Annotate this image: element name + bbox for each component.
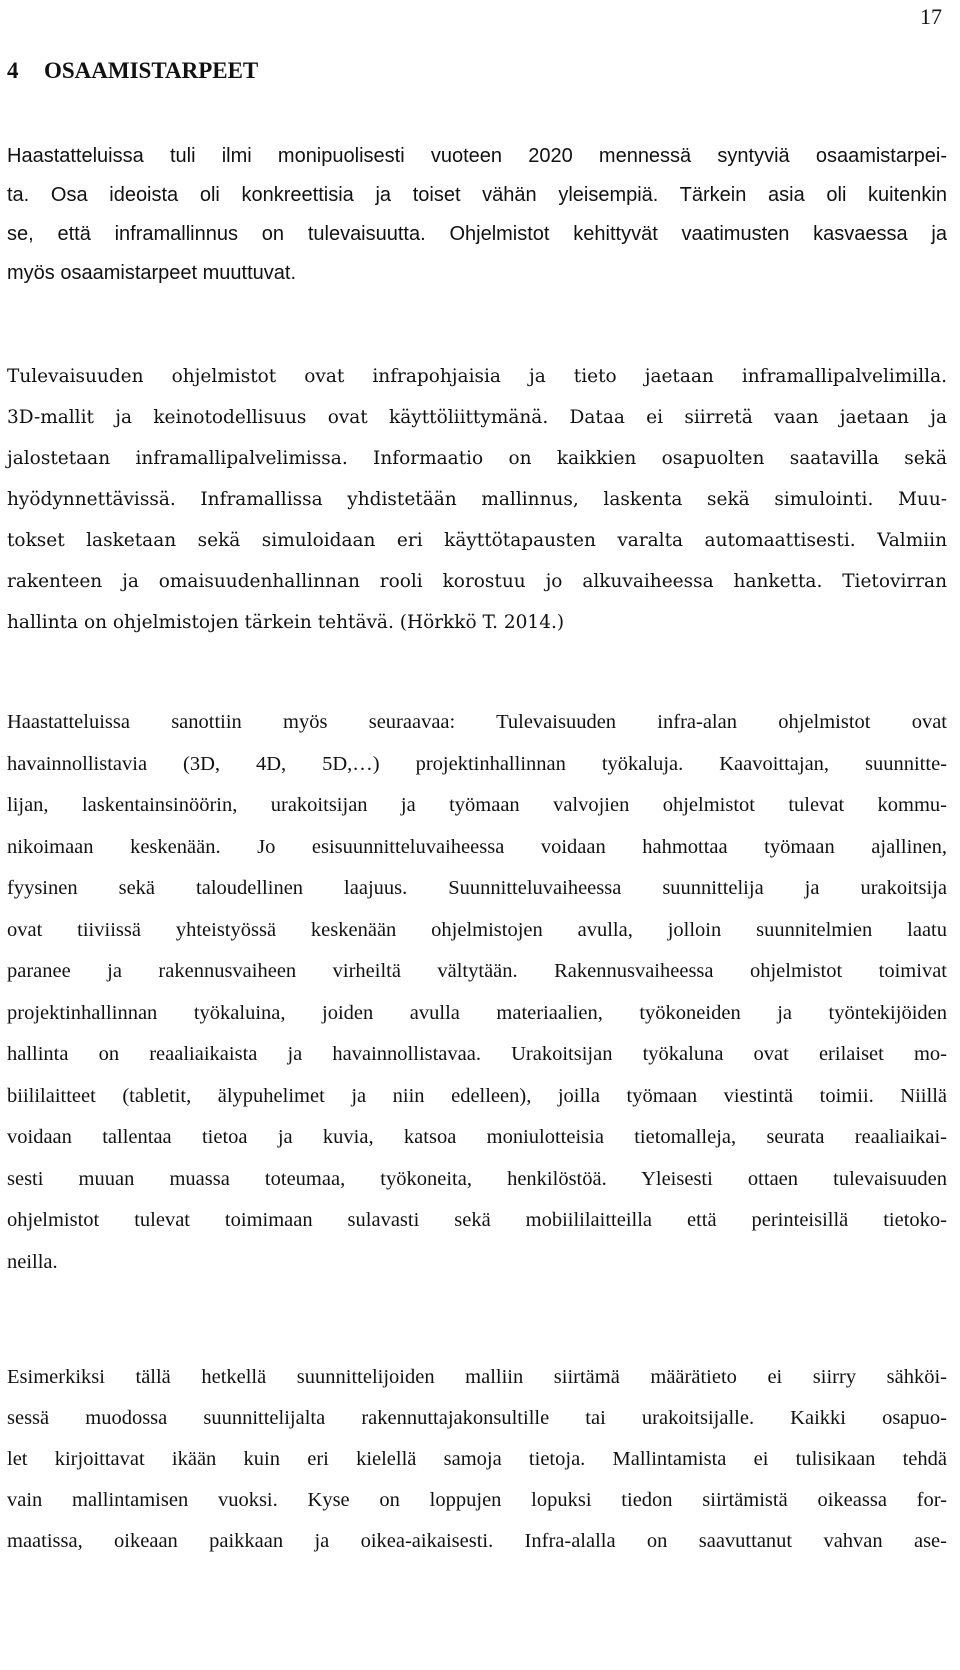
text-line: sessä muodossa suunnittelijalta rakennuttajakonsultille tai urakoitsijalle. Kaikki osapuo- xyxy=(7,1407,947,1429)
text-line: hallinta on ohjelmistojen tärkein tehtävä. (Hörkkö T. 2014.) xyxy=(7,612,565,633)
text-line: ohjelmistot tulevat toimimaan sulavasti sekä mobiililaitteilla että perinteisillä tietoko- xyxy=(7,1209,947,1231)
text-line: Esimerkiksi tällä hetkellä suunnittelijoiden malliin siirtämä määrätieto ei siirry sähköi- xyxy=(7,1366,947,1388)
text-line: havainnollistavia (3D, 4D, 5D,…) projektinhallinnan työkaluja. Kaavoittajan, suunnitte- xyxy=(7,752,947,775)
text-line: rakenteen ja omaisuudenhallinnan rooli korostuu jo alkuvaiheessa hanketta. Tietovirran xyxy=(7,571,947,592)
text-line: fyysinen sekä taloudellinen laajuus. Suunnitteluvaiheessa suunnittelija ja urakoitsija xyxy=(7,877,947,899)
text-line: sesti muuan muassa toteumaa, työkoneita, henkilöstöä. Yleisesti ottaen tulevaisuuden xyxy=(7,1167,947,1190)
text-line: Tulevaisuuden ohjelmistot ovat infrapohjaisia ja tieto jaetaan inframallipalvelimilla. xyxy=(7,366,947,387)
section-heading xyxy=(7,58,258,84)
paragraph-1 xyxy=(7,137,947,293)
text-line: voidaan tallentaa tietoa ja kuvia, katsoa moniulotteisia tietomalleja, seurata reaaliaikai- xyxy=(7,1126,947,1148)
section-number: 4 xyxy=(7,58,19,83)
text-line: se, että inframallinnus on tulevaisuutta. Ohjelmistot kehittyvät vaatimusten kasvaessa ja xyxy=(7,223,947,245)
page-number: 17 xyxy=(920,4,942,29)
text-line: let kirjoittavat ikään kuin eri kielellä samoja tietoja. Mallintamista ei tulisikaan tehdä xyxy=(7,1448,947,1470)
text-line: neilla. xyxy=(7,1250,58,1273)
text-line: myös osaamistarpeet muuttuvat. xyxy=(7,262,297,284)
text-line: paranee ja rakennusvaiheen virheiltä vältytään. Rakennusvaiheessa ohjelmistot toimivat xyxy=(7,960,947,982)
text-line: lijan, laskentainsinöörin, urakoitsijan ja työmaan valvojien ohjelmistot tulevat kommu- xyxy=(7,794,947,816)
section-title: OSAAMISTARPEET xyxy=(44,58,259,83)
text-line: projektinhallinnan työkaluina, joiden avulla materiaalien, työkoneiden ja työntekijöiden xyxy=(7,1001,947,1024)
text-line: nikoimaan keskenään. Jo esisuunnitteluvaiheessa voidaan hahmottaa työmaan ajallinen, xyxy=(7,835,947,858)
text-line: tokset lasketaan sekä simuloidaan eri käyttötapausten varalta automaattisesti. Valmiin xyxy=(7,530,947,551)
text-line: 3D-mallit ja keinotodellisuus ovat käyttöliittymänä. Dataa ei siirretä vaan jaetaan ja xyxy=(7,407,947,428)
text-line: Haastatteluissa sanottiin myös seuraavaa: Tulevaisuuden infra-alan ohjelmistot ovat xyxy=(7,711,947,733)
text-line: ovat tiiviissä yhteistyössä keskenään ohjelmistojen avulla, jolloin suunnitelmien laatu xyxy=(7,918,947,941)
paragraph-2 xyxy=(7,356,947,643)
text-line: vain mallintamisen vuoksi. Kyse on loppujen lopuksi tiedon siirtämistä oikeassa for- xyxy=(7,1489,947,1511)
text-line: jalostetaan inframallipalvelimissa. Informaatio on kaikkien osapuolten saatavilla sekä xyxy=(7,448,947,469)
paragraph-3 xyxy=(7,702,947,1283)
text-line: Haastatteluissa tuli ilmi monipuolisesti vuoteen 2020 mennessä syntyviä osaamistarpei- xyxy=(7,145,947,167)
paragraph-4 xyxy=(7,1357,947,1562)
text-line: maatissa, oikeaan paikkaan ja oikea-aikaisesti. Infra-alalla on saavuttanut vahvan ase- xyxy=(7,1530,947,1552)
text-line: hallinta on reaaliaikaista ja havainnollistavaa. Urakoitsijan työkaluna ovat erilaiset mo- xyxy=(7,1043,947,1065)
text-line: hyödynnettävissä. Inframallissa yhdistetään mallinnus, laskenta sekä simulointi. Muu- xyxy=(7,489,947,510)
text-line: biililaitteet (tabletit, älypuhelimet ja niin edelleen), joilla työmaan viestintä toimii. Niillä xyxy=(7,1084,947,1107)
text-line: ta. Osa ideoista oli konkreettisia ja toiset vähän yleisempiä. Tärkein asia oli kuitenkin xyxy=(7,184,947,206)
